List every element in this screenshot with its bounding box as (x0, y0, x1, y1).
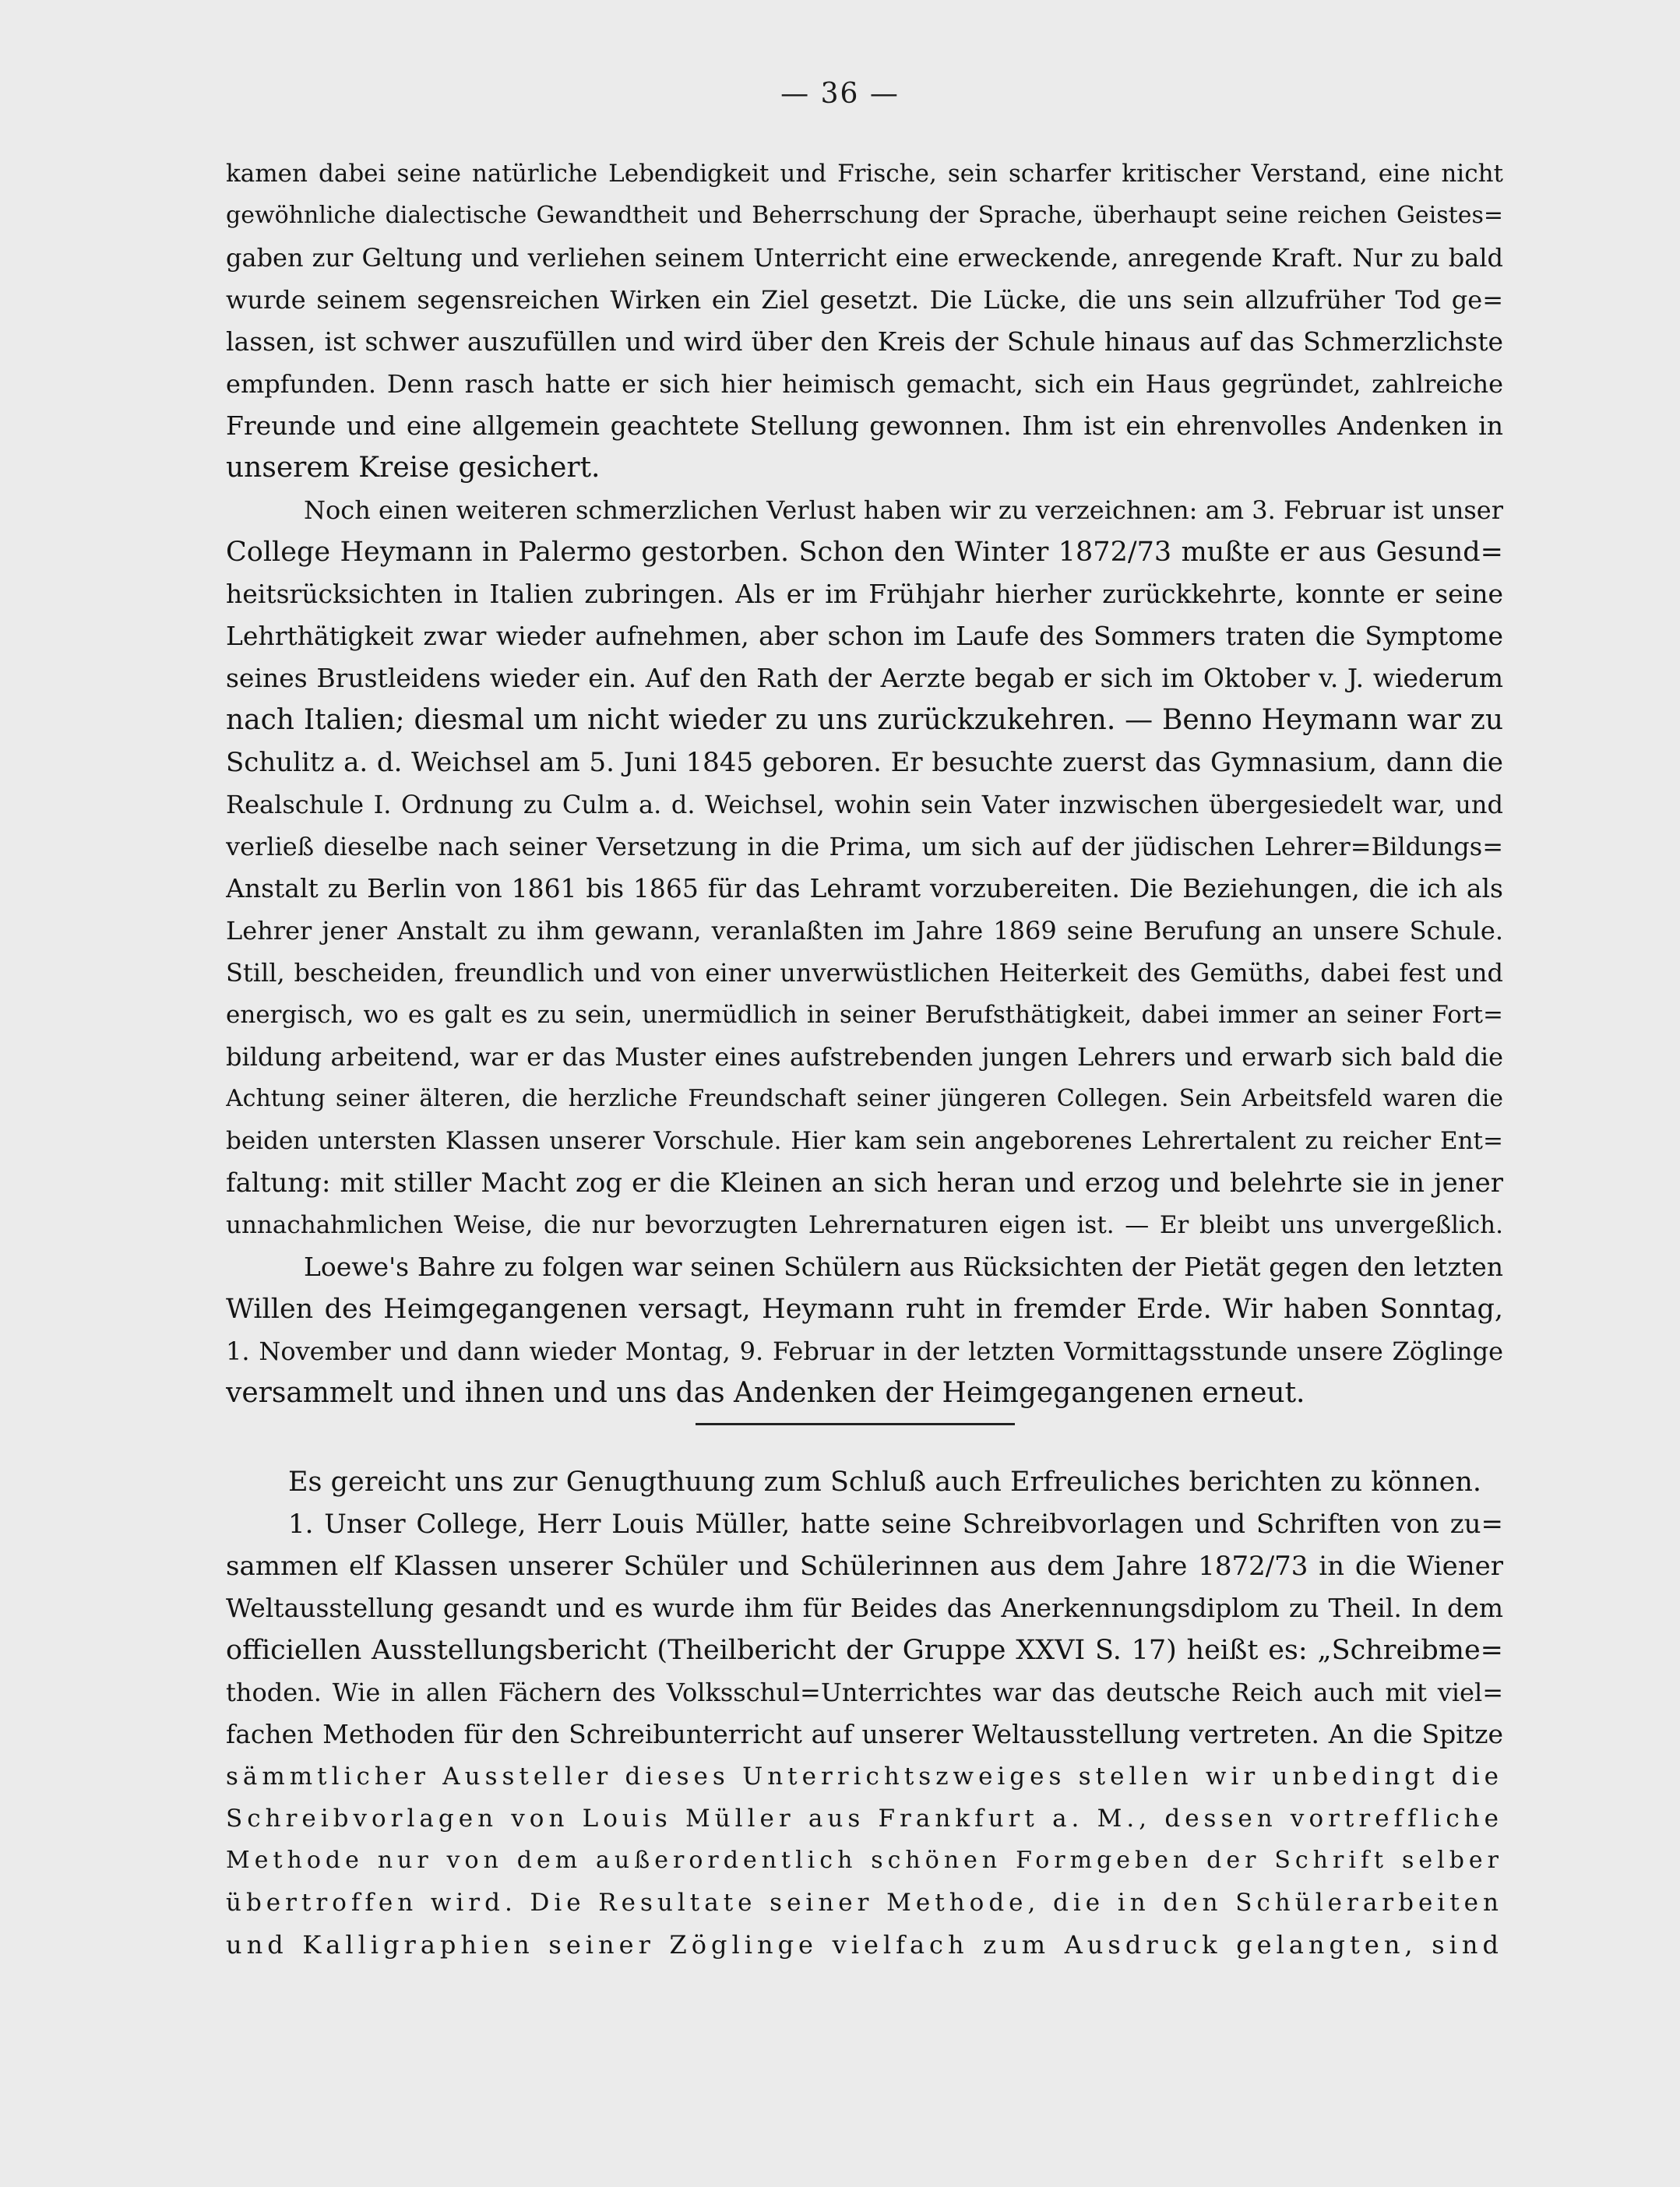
text-line: unserem Kreise gesichert. (226, 452, 601, 484)
text-line: beiden untersten Klassen unserer Vorschule. Hier kam sein angeborenes Lehrertalent zu reicher Ent= (226, 1127, 1503, 1155)
text-line: nach Italien; diesmal um nicht wieder zu uns zurückzukehren. — Benno Heymann war zu (226, 704, 1503, 736)
text-line: Lehrthätigkeit zwar wieder aufnehmen, aber schon im Laufe des Sommers traten die Symptome (226, 621, 1503, 651)
text-line: gewöhnliche dialectische Gewandtheit und Beherrschung der Sprache, überhaupt seine reichen Geistes= (226, 202, 1503, 229)
text-line: bildung arbeitend, war er das Muster eines aufstrebenden jungen Lehrers und erwarb sich bald die (226, 1042, 1503, 1072)
text-line: seines Brustleidens wieder ein. Auf den Rath der Aerzte begab er sich im Oktober v. J. wiederum (226, 663, 1503, 693)
text-line: fachen Methoden für den Schreibunterricht auf unserer Weltausstellung vertreten. An die Spitze (226, 1719, 1503, 1749)
text-line-spaced: Schreibvorlagen von Louis Müller aus Frankfurt a. M., dessen vortreffliche (226, 1805, 1503, 1833)
section-divider (696, 1423, 1015, 1425)
text-line: wurde seinem segensreichen Wirken ein Ziel gesetzt. Die Lücke, die uns sein allzufrüher Tod ge= (226, 285, 1503, 315)
text-line: heitsrücksichten in Italien zubringen. Als er im Frühjahr hierher zurückkehrte, konnte er seine (226, 579, 1503, 609)
text-line: Anstalt zu Berlin von 1861 bis 1865 für das Lehramt vorzubereiten. Die Beziehungen, die ich als (226, 873, 1503, 903)
text-line: Schulitz a. d. Weichsel am 5. Juni 1845 geboren. Er besuchte zuerst das Gymnasium, dann die (226, 747, 1503, 778)
text-line: sammen elf Klassen unserer Schüler und Schülerinnen aus dem Jahre 1872/73 in die Wiener (226, 1551, 1503, 1582)
paragraph-start: Noch einen weiteren schmerzlichen Verlust haben wir zu verzeichnen: am 3. Februar ist unser (304, 495, 1503, 525)
text-line: energisch, wo es galt es zu sein, unermüdlich in seiner Berufsthätigkeit, dabei immer an seiner Fort= (226, 1001, 1503, 1029)
paragraph-start: Loewe's Bahre zu folgen war seinen Schülern aus Rücksichten der Pietät gegen den letzten (304, 1252, 1503, 1282)
text-line: gaben zur Geltung und verliehen seinem Unterricht eine erweckende, anregende Kraft. Nur zu bald (226, 243, 1503, 273)
text-line: Lehrer jener Anstalt zu ihm gewann, veranlaßten im Jahre 1869 seine Berufung an unsere Schule. (226, 916, 1503, 946)
text-line: Realschule I. Ordnung zu Culm a. d. Weichsel, wohin sein Vater inzwischen übergesiedelt war, und (226, 790, 1503, 819)
text-line: versammelt und ihnen und uns das Andenken der Heimgegangenen erneut. (226, 1377, 1305, 1409)
text-line: kamen dabei seine natürliche Lebendigkeit und Frische, sein scharfer kritischer Verstand, eine nicht (226, 160, 1503, 188)
text-line: verließ dieselbe nach seiner Versetzung in die Prima, um sich auf der jüdischen Lehrer=Bildungs= (226, 832, 1503, 861)
text-line: thoden. Wie in allen Fächern des Volksschul=Unterrichtes war das deutsche Reich auch mit viel= (226, 1678, 1503, 1707)
text-line: Freunde und eine allgemein geachtete Stellung gewonnen. Ihm ist ein ehrenvolles Andenken in (226, 410, 1503, 441)
text-line: faltung: mit stiller Macht zog er die Kleinen an sich heran und erzog und belehrte sie in jener (226, 1167, 1503, 1199)
page-number: — 36 — (780, 78, 900, 110)
text-line-spaced: sämmtlicher Aussteller dieses Unterrichtszweiges stellen wir unbedingt die (226, 1763, 1503, 1791)
text-line: empfunden. Denn rasch hatte er sich hier heimisch gemacht, sich ein Haus gegründet, zahlreiche (226, 369, 1503, 399)
text-line: unnachahmlichen Weise, die nur bevorzugten Lehrernaturen eigen ist. — Er bleibt uns unvergeßlich. (226, 1211, 1503, 1239)
text-line-spaced: übertroffen wird. Die Resultate seiner Methode, die in den Schülerarbeiten (226, 1889, 1503, 1917)
paragraph-start: 1. Unser College, Herr Louis Müller, hatte seine Schreibvorlagen und Schriften von zu= (288, 1509, 1503, 1540)
text-line: Still, bescheiden, freundlich und von einer unverwüstlichen Heiterkeit des Gemüths, dabei fest und (226, 958, 1503, 988)
text-line-spaced: und Kalligraphien seiner Zöglinge vielfach zum Ausdruck gelangten, sind (226, 1930, 1503, 1960)
text-line: Willen des Heimgegangenen versagt, Heymann ruht in fremder Erde. Wir haben Sonntag, (226, 1294, 1503, 1325)
text-line: officiellen Ausstellungsbericht (Theilbericht der Gruppe XXVI S. 17) heißt es: „Schreibme= (226, 1635, 1503, 1666)
text-line: College Heymann in Palermo gestorben. Schon den Winter 1872/73 mußte er aus Gesund= (226, 537, 1503, 568)
text-line: lassen, ist schwer auszufüllen und wird über den Kreis der Schule hinaus auf das Schmerzlichste (226, 326, 1503, 357)
paragraph-start: Es gereicht uns zur Genugthuung zum Schluß auch Erfreuliches berichten zu können. (288, 1467, 1482, 1498)
text-line: Weltausstellung gesandt und es wurde ihm für Beides das Anerkennungsdiplom zu Theil. In dem (226, 1593, 1503, 1623)
text-line: Achtung seiner älteren, die herzliche Freundschaft seiner jüngeren Collegen. Sein Arbeitsfeld waren die (226, 1085, 1503, 1112)
text-line-spaced: Methode nur von dem außerordentlich schönen Formgeben der Schrift selber (226, 1847, 1503, 1874)
text-line: 1. November und dann wieder Montag, 9. Februar in der letzten Vormittagsstunde unsere Zöglinge (226, 1336, 1503, 1366)
